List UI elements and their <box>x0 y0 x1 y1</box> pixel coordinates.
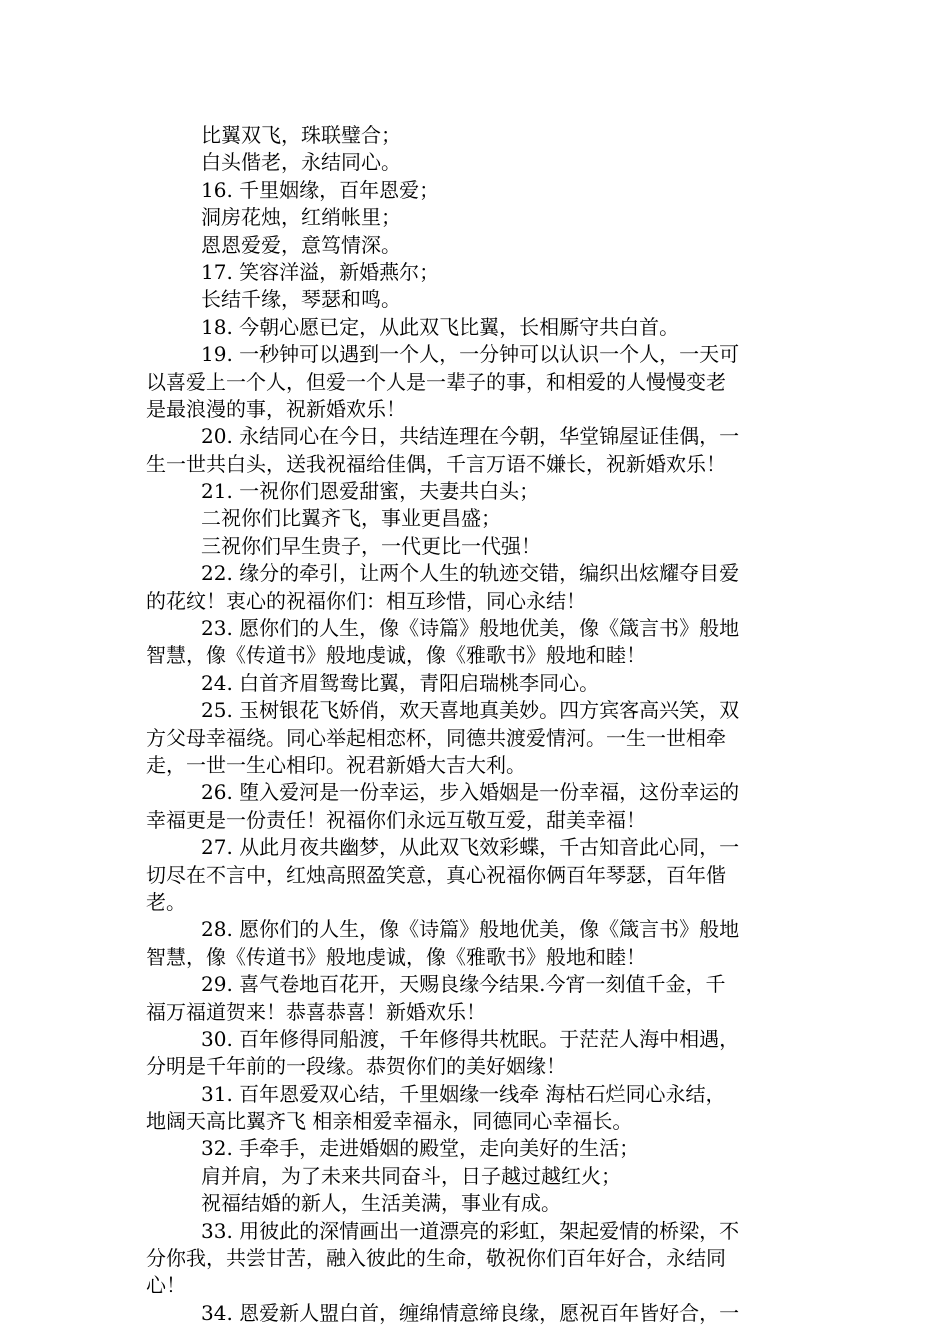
text-line: 23. 愿你们的人生，像《诗篇》般地优美，像《箴言书》般地 <box>201 616 740 641</box>
text-line: 25. 玉树银花飞娇俏，欢天喜地真美妙。四方宾客高兴笑，双 <box>201 698 740 723</box>
text-line: 二祝你们比翼齐飞，事业更昌盛； <box>201 506 501 531</box>
text-line: 幸福更是一份责任！祝福你们永远互敬互爱，甜美幸福！ <box>146 807 646 832</box>
text-line: 心！ <box>146 1273 186 1298</box>
text-line: 肩并肩，为了未来共同奋斗，日子越过越红火； <box>201 1163 621 1188</box>
text-line: 19. 一秒钟可以遇到一个人，一分钟可以认识一个人，一天可 <box>201 342 740 367</box>
text-line: 生一世共白头，送我祝福给佳偶，千言万语不嫌长，祝新婚欢乐！ <box>146 451 726 476</box>
text-line: 三祝你们早生贵子，一代更比一代强！ <box>201 533 541 558</box>
text-line: 29. 喜气卷地百花开，天赐良缘今结果.今宵一刻值千金，千 <box>201 972 726 997</box>
text-line: 34. 恩爱新人盟白首，缠绵情意缔良缘，愿祝百年皆好合，一 <box>201 1300 740 1325</box>
text-line: 27. 从此月夜共幽梦，从此双飞效彩蝶，千古知音此心同，一 <box>201 835 740 860</box>
text-line: 24. 白首齐眉鸳鸯比翼，青阳启瑞桃李同心。 <box>201 670 600 695</box>
text-line: 方父母幸福绕。同心举起相恋杯，同德共渡爱情河。一生一世相牵 <box>146 725 726 750</box>
text-line: 走，一世一生心相印。祝君新婚大吉大利。 <box>146 752 526 777</box>
text-line: 洞房花烛，红绡帐里； <box>201 205 401 230</box>
text-line: 智慧，像《传道书》般地虔诚，像《雅歌书》般地和睦！ <box>146 944 646 969</box>
text-line: 33. 用彼此的深情画出一道漂亮的彩虹，架起爱情的桥梁，不 <box>201 1218 740 1243</box>
text-line: 26. 堕入爱河是一份幸运，步入婚姻是一份幸福，这份幸运的 <box>201 780 740 805</box>
text-line: 16. 千里姻缘，百年恩爱； <box>201 177 440 202</box>
document-body <box>146 122 810 1327</box>
text-line: 21. 一祝你们恩爱甜蜜，夫妻共白头； <box>201 479 540 504</box>
text-line: 福万福道贺来！恭喜恭喜！新婚欢乐！ <box>146 999 486 1024</box>
text-line: 是最浪漫的事，祝新婚欢乐！ <box>146 396 406 421</box>
text-line: 老。 <box>146 889 186 914</box>
text-line: 分你我，共尝甘苦，融入彼此的生命，敬祝你们百年好合，永结同 <box>146 1246 726 1271</box>
text-line: 20. 永结同心在今日，共结连理在今朝，华堂锦屋证佳偶，一 <box>201 424 740 449</box>
text-line: 30. 百年修得同船渡，千年修得共枕眠。于茫茫人海中相遇， <box>201 1026 740 1051</box>
text-line: 智慧，像《传道书》般地虔诚，像《雅歌书》般地和睦！ <box>146 643 646 668</box>
text-line: 17. 笑容洋溢，新婚燕尔； <box>201 259 440 284</box>
text-line: 地阔天高比翼齐飞 相亲相爱幸福永，同德同心幸福长。 <box>146 1109 633 1134</box>
text-line: 白头偕老，永结同心。 <box>201 150 401 175</box>
text-line: 28. 愿你们的人生，像《诗篇》般地优美，像《箴言书》般地 <box>201 917 740 942</box>
text-line: 31. 百年恩爱双心结，千里姻缘一线牵 海枯石烂同心永结， <box>201 1081 726 1106</box>
text-line: 祝福结婚的新人，生活美满，事业有成。 <box>201 1191 561 1216</box>
text-line: 恩恩爱爱，意笃情深。 <box>201 232 401 257</box>
text-line: 长结千缘，琴瑟和鸣。 <box>201 287 401 312</box>
text-line: 的花纹！衷心的祝福你们：相互珍惜，同心永结！ <box>146 588 586 613</box>
text-line: 分明是千年前的一段缘。恭贺你们的美好姻缘！ <box>146 1054 566 1079</box>
text-line: 以喜爱上一个人，但爱一个人是一辈子的事，和相爱的人慢慢变老 <box>146 369 726 394</box>
text-line: 22. 缘分的牵引，让两个人生的轨迹交错，编织出炫耀夺目爱 <box>201 561 740 586</box>
text-line: 比翼双飞，珠联璧合； <box>201 123 401 147</box>
text-line: 32. 手牵手，走进婚姻的殿堂，走向美好的生活； <box>201 1136 640 1161</box>
text-line: 切尽在不言中，红烛高照盈笑意，真心祝福你俩百年琴瑟，百年偕 <box>146 862 726 887</box>
text-line: 18. 今朝心愿已定，从此双飞比翼，长相厮守共白首。 <box>201 314 680 339</box>
